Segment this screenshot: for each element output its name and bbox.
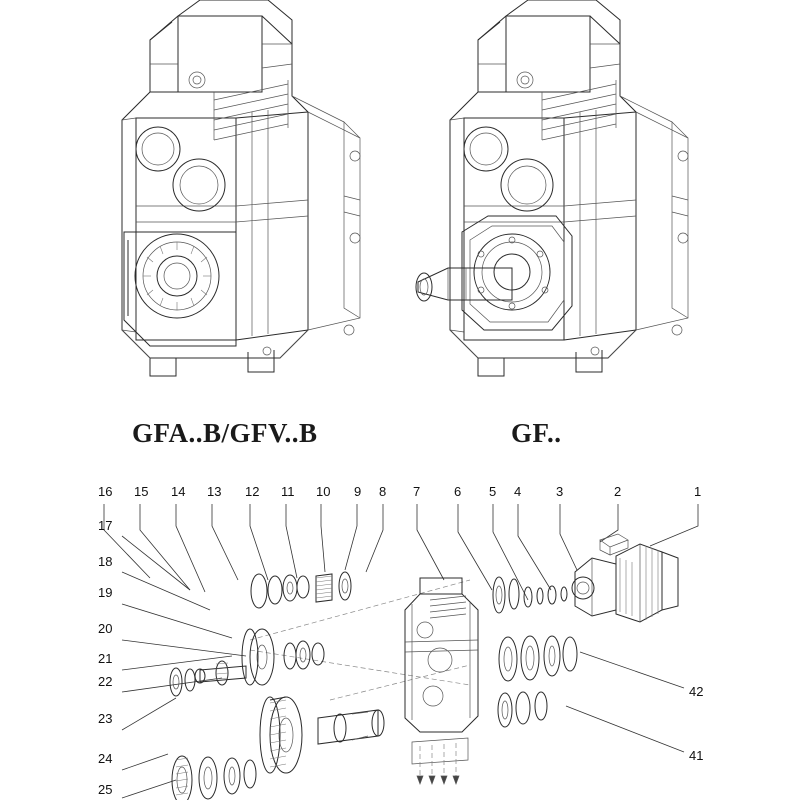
parts-right-side [493,534,678,727]
exploded-parts-diagram [0,460,800,800]
callout-20: 20 [98,621,113,636]
exploded-diagram-svg [0,460,800,800]
callout-18: 18 [98,554,113,569]
callout-2: 2 [614,484,622,499]
caption-gfa-b-gfv-b: GFA..B/GFV..B [132,418,318,448]
callout-25: 25 [98,782,113,797]
callout-11: 11 [281,484,295,499]
parts-housing [405,578,478,784]
caption-gf: GF.. [511,418,562,448]
callout-14: 14 [171,484,186,499]
leader-lines-top [104,504,698,600]
callout-24: 24 [98,751,113,766]
construction-axes [250,580,470,700]
parts-upper-shaft [251,572,351,608]
callout-10: 10 [316,484,331,499]
callout-9: 9 [354,484,362,499]
callout-8: 8 [379,484,387,499]
callout-13: 13 [207,484,222,499]
parts-middle-shaft [170,629,324,696]
callout-42: 42 [689,684,704,699]
leader-lines-right [566,652,684,752]
callout-19: 19 [98,585,113,600]
callout-41: 41 [689,748,704,763]
callout-3: 3 [556,484,564,499]
callout-5: 5 [489,484,497,499]
callout-23: 23 [98,711,113,726]
gearbox-left-drawing [122,0,360,376]
callout-7: 7 [413,484,421,499]
gearbox-right-drawing [416,0,688,376]
callout-12: 12 [245,484,260,499]
callout-21: 21 [98,651,113,666]
parts-lower-shaft [172,697,384,800]
callout-16: 16 [98,484,113,499]
callout-4: 4 [514,484,522,499]
callout-15: 15 [134,484,149,499]
callout-1: 1 [694,484,702,499]
callout-22: 22 [98,674,113,689]
callout-6: 6 [454,484,462,499]
callout-17: 17 [98,518,113,533]
